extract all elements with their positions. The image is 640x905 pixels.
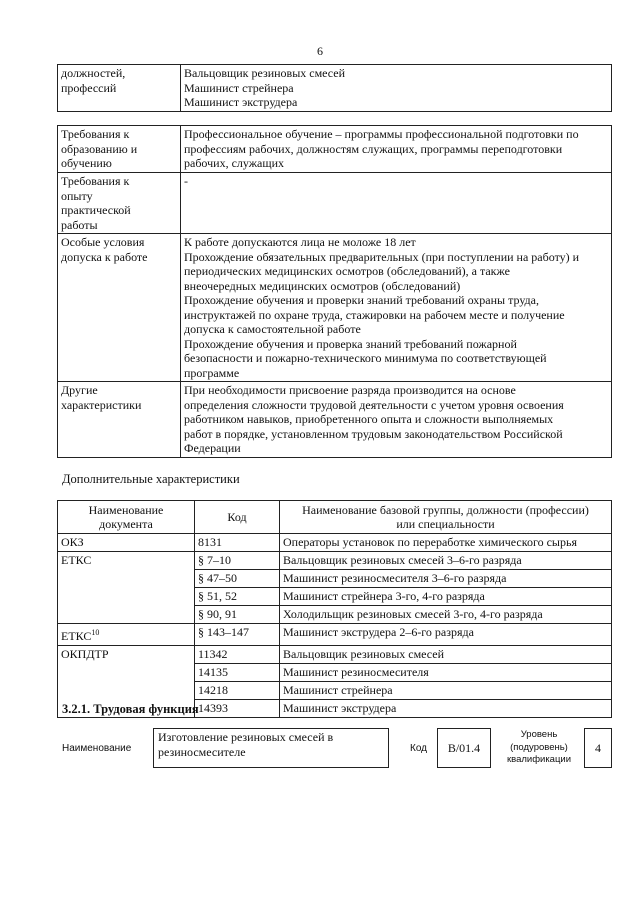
table-row [58, 534, 612, 552]
label-line: работы [61, 217, 98, 232]
value-line: Прохождение обучения и проверка знаний требований пожарной [184, 336, 517, 351]
doc-cell: ЕТКС [58, 552, 195, 570]
name-cell: Машинист стрейнера [280, 682, 612, 700]
doc-cell [58, 606, 195, 624]
label-line: должностей, [61, 66, 126, 80]
name-cell: Операторы установок по переработке химического сырья [280, 534, 612, 552]
doc-text: ЕТКС [61, 629, 92, 643]
value-line: К работе допускаются лица не моложе 18 лет [184, 235, 416, 249]
value-line: рабочих, служащих [184, 156, 285, 170]
occupation-item: Машинист стрейнера [184, 80, 294, 95]
value-line: допуска к самостоятельной работе [184, 322, 361, 336]
table-row [58, 382, 612, 458]
level-value: 4 [595, 740, 601, 755]
code-cell: § 90, 91 [195, 606, 280, 624]
value-line: Прохождение обучения и проверки знаний требований охраны труда, [184, 293, 539, 307]
code-label: Код [410, 743, 428, 754]
code-box [437, 728, 491, 768]
row-value [181, 126, 612, 173]
occupations-list-cell [181, 65, 612, 112]
additional-characteristics-table [57, 500, 612, 718]
value-line: профессиям рабочих, должностям служащих, программы переподготовки [184, 141, 563, 156]
value-line: работ в порядке, установленном трудовым законодательством Российской [184, 426, 563, 441]
additional-characteristics-heading: Дополнительные характеристики [62, 472, 240, 486]
table-row [58, 624, 612, 646]
value-line: определения сложности трудовой деятельности с учетом уровня освоения [184, 397, 564, 412]
table-row [58, 664, 612, 682]
value-line: Прохождение обязательных предварительных (при поступлении на работу) и [184, 249, 580, 264]
label-line: Другие [61, 383, 98, 397]
header-document [58, 501, 195, 534]
table-row [58, 570, 612, 588]
section-title: 3.2.1. Трудовая функция [62, 702, 199, 716]
doc-cell [58, 664, 195, 682]
label-line: Требования к [61, 174, 130, 188]
level-label-line: квалификации [506, 754, 572, 765]
label-line: обучению [61, 156, 112, 170]
value-line: инструктажей по охране труда, стажировки на рабочем месте и получение [184, 307, 565, 322]
value-line: работником навыков, приобретенного опыта и сложности выполняемых [184, 412, 554, 426]
label-line: характеристики [61, 397, 142, 412]
occupation-item: Вальцовщик резиновых смесей [184, 66, 346, 80]
label-line: опыту [61, 188, 93, 203]
code-cell: § 47–50 [195, 570, 280, 588]
code-cell: § 51, 52 [195, 588, 280, 606]
level-label [500, 729, 578, 767]
function-name-line: Изготовление резиновых смесей в [158, 730, 334, 744]
name-cell: Машинист стрейнера 3-го, 4-го разряда [280, 588, 612, 606]
header-name [280, 501, 612, 534]
value-line: При необходимости присвоение разряда производится на основе [184, 383, 516, 397]
table-row [58, 234, 612, 382]
occupations-table [57, 64, 612, 112]
table-row [58, 588, 612, 606]
table-row [58, 646, 612, 664]
label-line: профессий [61, 80, 117, 95]
label-line: образованию и [61, 141, 138, 156]
doc-cell [58, 682, 195, 700]
label-line: Требования к [61, 127, 130, 141]
code-cell: § 143–147 [195, 624, 280, 646]
header-line: Наименование [88, 503, 164, 517]
value-line: программе [184, 365, 240, 380]
occupations-label-cell [58, 65, 181, 112]
name-cell: Вальцовщик резиновых смесей 3–6-го разряда [280, 552, 612, 570]
value-line: - [184, 174, 188, 188]
value-line: периодических медицинских осмотров (обследований), а также [184, 264, 510, 278]
table-row [58, 606, 612, 624]
value-line: внеочередных медицинских осмотров (обследований) [184, 278, 461, 293]
page-number: 6 [317, 44, 323, 58]
code-cell: 8131 [195, 534, 280, 552]
doc-cell: ОКПДТР [58, 646, 195, 664]
occupation-item: Машинист экструдера [184, 95, 298, 109]
name-cell: Машинист экструдера [280, 700, 612, 718]
doc-cell [58, 570, 195, 588]
header-line: Наименование базовой группы, должности (профессии) [302, 503, 589, 517]
name-cell: Машинист резиносмесителя [280, 664, 612, 682]
value-line: Федерации [184, 441, 241, 455]
name-cell: Вальцовщик резиновых смесей [280, 646, 612, 664]
row-label [58, 234, 181, 382]
value-line: безопасности и пожарно-технического минимума по соответствующей [184, 351, 547, 365]
name-cell: Холодильщик резиновых смесей 3-го, 4-го разряда [280, 606, 612, 624]
code-value: B/01.4 [447, 740, 481, 755]
row-value [181, 173, 612, 234]
function-name-label: Наименование [62, 743, 132, 754]
requirements-table [57, 125, 612, 458]
row-label [58, 382, 181, 458]
footnote-marker: 10 [91, 628, 100, 637]
table-row [58, 682, 612, 700]
row-value [181, 382, 612, 458]
table-row [58, 552, 612, 570]
value-line: Профессиональное обучение – программы профессиональной подготовки по [184, 127, 579, 141]
name-cell: Машинист экструдера 2–6-го разряда [280, 624, 612, 646]
level-label-line: Уровень [520, 729, 558, 740]
header-code: Код [195, 501, 280, 534]
row-value [181, 234, 612, 382]
table-row [58, 126, 612, 173]
level-box [584, 728, 612, 768]
label-line: допуска к работе [61, 249, 148, 264]
table-header-row [58, 501, 612, 534]
level-label-line: (подуровень) [510, 741, 568, 753]
table-row [58, 173, 612, 234]
header-line: документа [99, 517, 153, 531]
header-line: или специальности [396, 517, 495, 531]
code-cell: 14218 [195, 682, 280, 700]
code-cell: § 7–10 [195, 552, 280, 570]
doc-cell [58, 624, 195, 646]
row-label [58, 126, 181, 173]
label-line: Особые условия [61, 235, 145, 249]
doc-cell: ОКЗ [58, 534, 195, 552]
label-line: практической [61, 203, 131, 217]
doc-cell [58, 588, 195, 606]
function-name-box [153, 728, 389, 768]
name-cell: Машинист резиносмесителя 3–6-го разряда [280, 570, 612, 588]
code-cell: 11342 [195, 646, 280, 664]
code-cell: 14135 [195, 664, 280, 682]
code-cell: 14393 [195, 700, 280, 718]
function-name-line: резиносмесителе [158, 745, 246, 759]
row-label [58, 173, 181, 234]
